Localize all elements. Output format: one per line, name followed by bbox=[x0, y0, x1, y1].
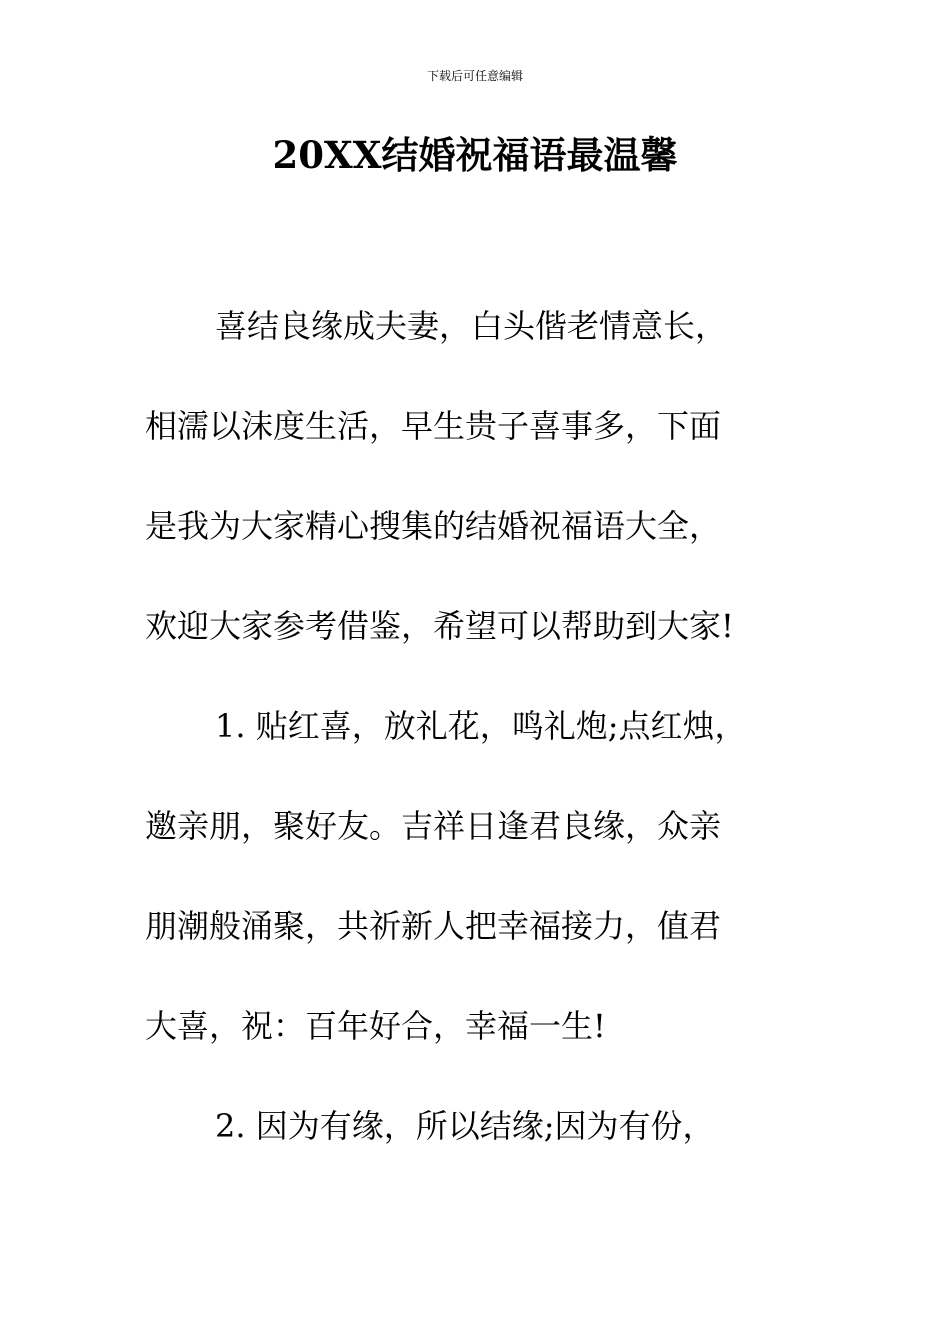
paragraph-line: 邀亲朋，聚好友。吉祥日逢君良缘，众亲 bbox=[145, 807, 722, 845]
paragraph-line: 相濡以沫度生活，早生贵子喜事多，下面 bbox=[145, 407, 722, 445]
paragraph-line: 是我为大家精心搜集的结婚祝福语大全， bbox=[145, 507, 722, 545]
paragraph-line: 朋潮般涌聚，共祈新人把幸福接力，值君 bbox=[145, 907, 722, 945]
paragraph-line: 大喜，祝：百年好合，幸福一生! bbox=[145, 1007, 606, 1045]
paragraph-line: 喜结良缘成夫妻，白头偕老情意长， bbox=[215, 307, 728, 345]
header-note: 下载后可任意编辑 bbox=[426, 69, 523, 83]
paragraph-line: 2. 因为有缘，所以结缘;因为有份， bbox=[215, 1107, 715, 1145]
paragraph-line: 欢迎大家参考借鉴，希望可以帮助到大家! bbox=[145, 607, 734, 645]
paragraph-line: 1. 贴红喜，放礼花，鸣礼炮;点红烛， bbox=[215, 707, 747, 745]
document-title: 20XX结婚祝福语最温馨 bbox=[272, 133, 678, 177]
